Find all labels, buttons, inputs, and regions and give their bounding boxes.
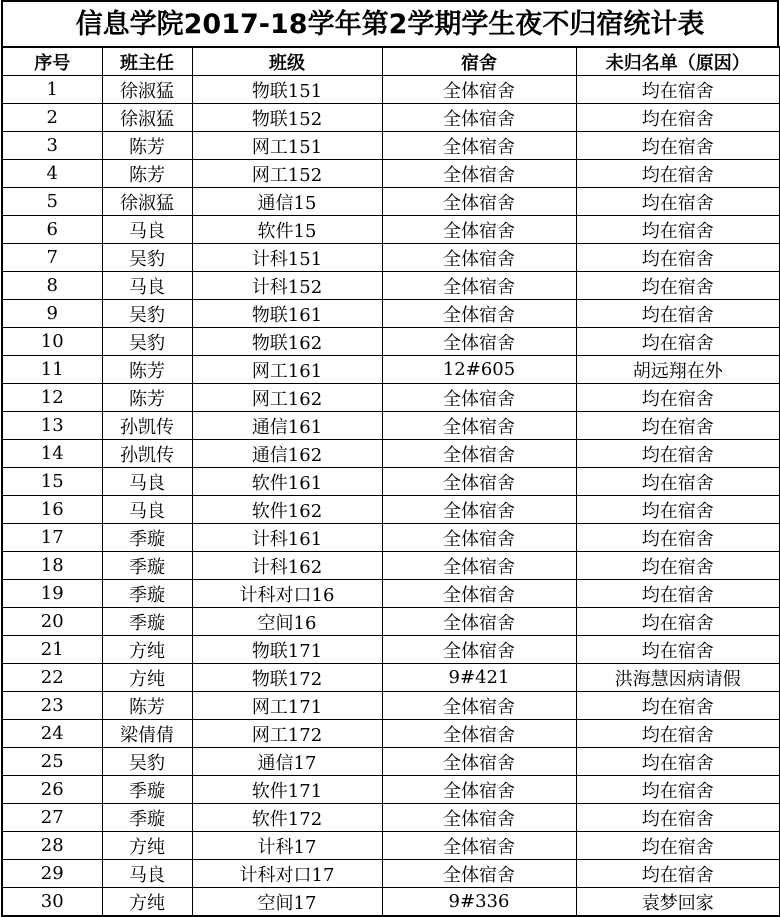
cell-absent-list: 均在宿舍 bbox=[576, 804, 780, 832]
cell-absent-list: 均在宿舍 bbox=[576, 272, 780, 300]
cell-number: 3 bbox=[2, 132, 102, 160]
cell-dormitory: 全体宿舍 bbox=[382, 412, 576, 440]
table-row bbox=[2, 832, 780, 860]
cell-number: 19 bbox=[2, 580, 102, 608]
cell-dormitory: 全体宿舍 bbox=[382, 440, 576, 468]
cell-number: 11 bbox=[2, 356, 102, 384]
cell-dormitory: 全体宿舍 bbox=[382, 748, 576, 776]
table-row bbox=[2, 160, 780, 188]
cell-absent-list: 均在宿舍 bbox=[576, 412, 780, 440]
cell-class: 通信161 bbox=[192, 412, 382, 440]
table-row bbox=[2, 776, 780, 804]
cell-class: 物联171 bbox=[192, 636, 382, 664]
cell-class: 计科对口16 bbox=[192, 580, 382, 608]
table-row bbox=[2, 860, 780, 888]
cell-absent-list: 均在宿舍 bbox=[576, 748, 780, 776]
cell-dormitory: 全体宿舍 bbox=[382, 216, 576, 244]
cell-head-teacher: 吴豹 bbox=[102, 300, 192, 328]
cell-class: 软件171 bbox=[192, 776, 382, 804]
cell-absent-list: 均在宿舍 bbox=[576, 468, 780, 496]
table-row bbox=[2, 636, 780, 664]
cell-dormitory: 全体宿舍 bbox=[382, 468, 576, 496]
cell-head-teacher: 吴豹 bbox=[102, 244, 192, 272]
cell-number: 13 bbox=[2, 412, 102, 440]
cell-dormitory: 全体宿舍 bbox=[382, 384, 576, 412]
header-row bbox=[2, 47, 780, 76]
cell-dormitory: 全体宿舍 bbox=[382, 860, 576, 888]
cell-absent-list: 均在宿舍 bbox=[576, 440, 780, 468]
cell-number: 14 bbox=[2, 440, 102, 468]
cell-class: 通信162 bbox=[192, 440, 382, 468]
cell-number: 12 bbox=[2, 384, 102, 412]
report-title: 信息学院2017-18学年第2学期学生夜不归宿统计表 bbox=[1, 0, 779, 46]
cell-absent-list: 均在宿舍 bbox=[576, 832, 780, 860]
cell-absent-list: 均在宿舍 bbox=[576, 580, 780, 608]
cell-number: 10 bbox=[2, 328, 102, 356]
cell-head-teacher: 马良 bbox=[102, 496, 192, 524]
cell-dormitory: 全体宿舍 bbox=[382, 524, 576, 552]
cell-head-teacher: 季璇 bbox=[102, 552, 192, 580]
table-row bbox=[2, 384, 780, 412]
cell-number: 17 bbox=[2, 524, 102, 552]
cell-dormitory: 全体宿舍 bbox=[382, 132, 576, 160]
cell-dormitory: 全体宿舍 bbox=[382, 804, 576, 832]
cell-absent-list: 均在宿舍 bbox=[576, 104, 780, 132]
cell-number: 29 bbox=[2, 860, 102, 888]
cell-number: 23 bbox=[2, 692, 102, 720]
table-row bbox=[2, 496, 780, 524]
cell-dormitory: 9#336 bbox=[382, 888, 576, 917]
cell-class: 软件162 bbox=[192, 496, 382, 524]
cell-head-teacher: 季璇 bbox=[102, 608, 192, 636]
cell-number: 1 bbox=[2, 76, 102, 104]
table-row bbox=[2, 692, 780, 720]
cell-class: 计科对口17 bbox=[192, 860, 382, 888]
cell-absent-list: 均在宿舍 bbox=[576, 132, 780, 160]
cell-number: 26 bbox=[2, 776, 102, 804]
cell-head-teacher: 季璇 bbox=[102, 580, 192, 608]
cell-dormitory: 全体宿舍 bbox=[382, 300, 576, 328]
cell-dormitory: 全体宿舍 bbox=[382, 776, 576, 804]
cell-absent-list: 洪海慧因病请假 bbox=[576, 664, 780, 692]
cell-number: 21 bbox=[2, 636, 102, 664]
table-row bbox=[2, 720, 780, 748]
table-row bbox=[2, 804, 780, 832]
cell-head-teacher: 陈芳 bbox=[102, 356, 192, 384]
cell-dormitory: 全体宿舍 bbox=[382, 580, 576, 608]
cell-head-teacher: 马良 bbox=[102, 860, 192, 888]
cell-absent-list: 均在宿舍 bbox=[576, 860, 780, 888]
cell-number: 9 bbox=[2, 300, 102, 328]
report-sheet bbox=[1, 0, 779, 917]
cell-absent-list: 均在宿舍 bbox=[576, 384, 780, 412]
cell-class: 空间16 bbox=[192, 608, 382, 636]
cell-class: 计科161 bbox=[192, 524, 382, 552]
column-header-head-teacher: 班主任 bbox=[102, 47, 192, 76]
table-row bbox=[2, 76, 780, 104]
cell-class: 空间17 bbox=[192, 888, 382, 917]
table-row bbox=[2, 468, 780, 496]
cell-class: 计科152 bbox=[192, 272, 382, 300]
cell-head-teacher: 梁倩倩 bbox=[102, 720, 192, 748]
cell-head-teacher: 陈芳 bbox=[102, 132, 192, 160]
cell-number: 7 bbox=[2, 244, 102, 272]
cell-head-teacher: 季璇 bbox=[102, 804, 192, 832]
cell-dormitory: 全体宿舍 bbox=[382, 608, 576, 636]
cell-absent-list: 均在宿舍 bbox=[576, 496, 780, 524]
cell-number: 24 bbox=[2, 720, 102, 748]
table-row bbox=[2, 132, 780, 160]
cell-absent-list: 袁梦回家 bbox=[576, 888, 780, 917]
cell-absent-list: 均在宿舍 bbox=[576, 552, 780, 580]
cell-absent-list: 均在宿舍 bbox=[576, 608, 780, 636]
cell-number: 4 bbox=[2, 160, 102, 188]
cell-number: 18 bbox=[2, 552, 102, 580]
cell-head-teacher: 方纯 bbox=[102, 636, 192, 664]
cell-class: 软件161 bbox=[192, 468, 382, 496]
cell-dormitory: 全体宿舍 bbox=[382, 188, 576, 216]
cell-absent-list: 均在宿舍 bbox=[576, 160, 780, 188]
cell-head-teacher: 陈芳 bbox=[102, 384, 192, 412]
cell-dormitory: 全体宿舍 bbox=[382, 832, 576, 860]
cell-head-teacher: 陈芳 bbox=[102, 692, 192, 720]
table-row bbox=[2, 888, 780, 917]
cell-head-teacher: 徐淑猛 bbox=[102, 76, 192, 104]
cell-head-teacher: 孙凯传 bbox=[102, 412, 192, 440]
cell-number: 20 bbox=[2, 608, 102, 636]
cell-absent-list: 均在宿舍 bbox=[576, 188, 780, 216]
table-row bbox=[2, 440, 780, 468]
cell-class: 软件172 bbox=[192, 804, 382, 832]
table-row bbox=[2, 244, 780, 272]
table-row bbox=[2, 272, 780, 300]
cell-number: 2 bbox=[2, 104, 102, 132]
cell-class: 网工152 bbox=[192, 160, 382, 188]
cell-head-teacher: 吴豹 bbox=[102, 748, 192, 776]
cell-dormitory: 全体宿舍 bbox=[382, 692, 576, 720]
cell-head-teacher: 吴豹 bbox=[102, 328, 192, 356]
cell-absent-list: 均在宿舍 bbox=[576, 776, 780, 804]
cell-dormitory: 全体宿舍 bbox=[382, 720, 576, 748]
cell-dormitory: 全体宿舍 bbox=[382, 496, 576, 524]
table-row bbox=[2, 524, 780, 552]
cell-absent-list: 均在宿舍 bbox=[576, 216, 780, 244]
cell-head-teacher: 方纯 bbox=[102, 832, 192, 860]
cell-class: 网工161 bbox=[192, 356, 382, 384]
cell-class: 物联152 bbox=[192, 104, 382, 132]
table-row bbox=[2, 748, 780, 776]
column-header-class: 班级 bbox=[192, 47, 382, 76]
cell-head-teacher: 徐淑猛 bbox=[102, 188, 192, 216]
cell-class: 通信17 bbox=[192, 748, 382, 776]
cell-head-teacher: 季璇 bbox=[102, 776, 192, 804]
cell-class: 网工151 bbox=[192, 132, 382, 160]
cell-head-teacher: 方纯 bbox=[102, 888, 192, 917]
cell-number: 16 bbox=[2, 496, 102, 524]
column-header-number: 序号 bbox=[2, 47, 102, 76]
cell-number: 15 bbox=[2, 468, 102, 496]
table-row bbox=[2, 552, 780, 580]
cell-head-teacher: 孙凯传 bbox=[102, 440, 192, 468]
column-header-absent-list: 未归名单（原因） bbox=[576, 47, 780, 76]
cell-absent-list: 均在宿舍 bbox=[576, 692, 780, 720]
statistics-table bbox=[1, 46, 780, 917]
cell-dormitory: 12#605 bbox=[382, 356, 576, 384]
cell-dormitory: 全体宿舍 bbox=[382, 244, 576, 272]
cell-dormitory: 全体宿舍 bbox=[382, 636, 576, 664]
cell-head-teacher: 方纯 bbox=[102, 664, 192, 692]
cell-absent-list: 均在宿舍 bbox=[576, 76, 780, 104]
table-row bbox=[2, 412, 780, 440]
cell-class: 物联151 bbox=[192, 76, 382, 104]
table-row bbox=[2, 216, 780, 244]
cell-head-teacher: 陈芳 bbox=[102, 160, 192, 188]
cell-class: 网工162 bbox=[192, 384, 382, 412]
cell-head-teacher: 马良 bbox=[102, 468, 192, 496]
table-row bbox=[2, 580, 780, 608]
cell-number: 30 bbox=[2, 888, 102, 917]
cell-absent-list: 均在宿舍 bbox=[576, 524, 780, 552]
cell-number: 27 bbox=[2, 804, 102, 832]
table-row bbox=[2, 328, 780, 356]
cell-dormitory: 9#421 bbox=[382, 664, 576, 692]
cell-class: 通信15 bbox=[192, 188, 382, 216]
cell-head-teacher: 马良 bbox=[102, 272, 192, 300]
table-row bbox=[2, 188, 780, 216]
cell-absent-list: 胡远翔在外 bbox=[576, 356, 780, 384]
cell-dormitory: 全体宿舍 bbox=[382, 552, 576, 580]
cell-class: 计科17 bbox=[192, 832, 382, 860]
cell-dormitory: 全体宿舍 bbox=[382, 104, 576, 132]
cell-number: 6 bbox=[2, 216, 102, 244]
cell-class: 物联161 bbox=[192, 300, 382, 328]
column-header-dormitory: 宿舍 bbox=[382, 47, 576, 76]
cell-absent-list: 均在宿舍 bbox=[576, 636, 780, 664]
cell-number: 5 bbox=[2, 188, 102, 216]
cell-head-teacher: 季璇 bbox=[102, 524, 192, 552]
table-row bbox=[2, 608, 780, 636]
cell-number: 28 bbox=[2, 832, 102, 860]
cell-head-teacher: 马良 bbox=[102, 216, 192, 244]
cell-dormitory: 全体宿舍 bbox=[382, 76, 576, 104]
cell-dormitory: 全体宿舍 bbox=[382, 328, 576, 356]
table-row bbox=[2, 664, 780, 692]
cell-class: 软件15 bbox=[192, 216, 382, 244]
cell-absent-list: 均在宿舍 bbox=[576, 720, 780, 748]
cell-number: 8 bbox=[2, 272, 102, 300]
table-row bbox=[2, 104, 780, 132]
cell-class: 网工172 bbox=[192, 720, 382, 748]
cell-class: 物联172 bbox=[192, 664, 382, 692]
table-body bbox=[2, 76, 780, 917]
table-row bbox=[2, 356, 780, 384]
cell-dormitory: 全体宿舍 bbox=[382, 160, 576, 188]
cell-number: 22 bbox=[2, 664, 102, 692]
cell-absent-list: 均在宿舍 bbox=[576, 244, 780, 272]
cell-class: 网工171 bbox=[192, 692, 382, 720]
cell-class: 计科162 bbox=[192, 552, 382, 580]
cell-absent-list: 均在宿舍 bbox=[576, 328, 780, 356]
cell-head-teacher: 徐淑猛 bbox=[102, 104, 192, 132]
cell-absent-list: 均在宿舍 bbox=[576, 300, 780, 328]
cell-number: 25 bbox=[2, 748, 102, 776]
table-row bbox=[2, 300, 780, 328]
cell-dormitory: 全体宿舍 bbox=[382, 272, 576, 300]
cell-class: 计科151 bbox=[192, 244, 382, 272]
cell-class: 物联162 bbox=[192, 328, 382, 356]
